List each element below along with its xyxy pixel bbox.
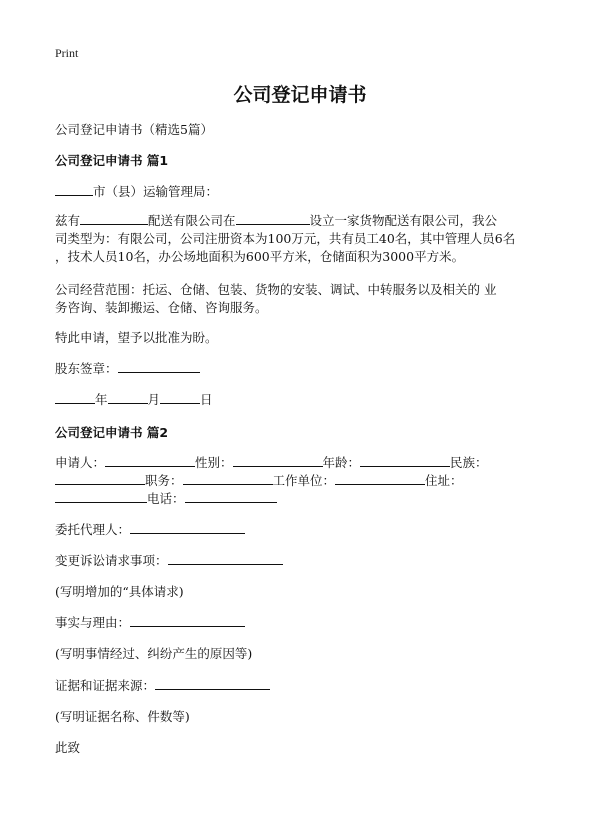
facts-row [55, 614, 245, 632]
applicant-info [55, 454, 550, 508]
change-request-row [55, 552, 283, 570]
print-link[interactable]: Print [55, 46, 79, 60]
applicant-label: 申请人： [55, 455, 106, 470]
text-fragment: 兹有 [55, 213, 81, 228]
paragraph-line [55, 212, 550, 230]
facts-note: (写明事情经过、纠纷产生的原因等) [55, 646, 253, 661]
change-request-note: (写明增加的“具体请求) [55, 584, 184, 599]
blank-line [105, 454, 195, 467]
address-label: 住址： [425, 473, 463, 488]
blank-line [185, 490, 277, 503]
blank-line [130, 521, 245, 534]
evidence-label: 证据和证据来源： [55, 678, 156, 693]
position-label: 职务： [145, 473, 183, 488]
blank-line [55, 490, 147, 503]
paragraph-line [55, 454, 550, 472]
paragraph-line: 司类型为：有限公司，公司注册资本为100万元，共有员工40名，其中管理人员6名 [55, 231, 516, 246]
paragraph-company-info [55, 212, 550, 266]
blank-line [183, 472, 273, 485]
signature-blank [118, 360, 200, 373]
signature-label: 股东签章： [55, 361, 118, 376]
text-fragment: 配送有限公司在 [148, 213, 236, 228]
day-blank [160, 391, 200, 404]
blank-line [335, 472, 425, 485]
blank-line [130, 614, 245, 627]
blank-line [233, 454, 323, 467]
change-request-label: 变更诉讼请求事项： [55, 553, 168, 568]
salutation [55, 183, 218, 201]
evidence-note: (写明证据名称、件数等) [55, 709, 190, 724]
phone-label: 电话： [147, 491, 185, 506]
month-blank [108, 391, 148, 404]
document-title: 公司登记申请书 [233, 84, 367, 106]
blank-line [155, 677, 270, 690]
salutation-text: 市（县）运输管理局： [93, 184, 219, 199]
text-fragment: 设立一家货物配送有限公司，我公 [309, 213, 498, 228]
date-row [55, 391, 213, 409]
blank-line [360, 454, 450, 467]
blank-line [236, 212, 310, 225]
evidence-row [55, 677, 270, 695]
document-subtitle: 公司登记申请书（精选5篇） [55, 122, 213, 137]
paragraph-line: ，技术人员10名，办公场地面积为600平方米，仓储面积为3000平方米。 [55, 249, 465, 264]
day-label: 日 [200, 392, 213, 407]
gender-label: 性别： [195, 455, 233, 470]
month-label: 月 [147, 392, 161, 407]
signature-row [55, 360, 200, 378]
age-label: 年龄： [322, 455, 361, 470]
section1-heading: 公司登记申请书 篇1 [55, 153, 169, 168]
section2-heading: 公司登记申请书 篇2 [55, 425, 169, 440]
ethnicity-label: 民族： [450, 455, 488, 470]
paragraph-business-scope [55, 281, 550, 317]
paragraph-line [55, 472, 550, 490]
paragraph-line: 公司经营范围：托运、仓储、包装、货物的安装、调试、中转服务以及相关的 业 [55, 282, 497, 297]
facts-label: 事实与理由： [55, 615, 131, 630]
employer-label: 工作单位： [272, 473, 336, 488]
year-label: 年 [95, 392, 108, 407]
year-blank [55, 391, 95, 404]
blank-line [55, 472, 145, 485]
request-text: 特此申请，望予以批准为盼。 [55, 330, 218, 345]
agent-row [55, 521, 245, 539]
blank-line [168, 552, 283, 565]
paragraph-line: 务咨询、装卸搬运、仓储、咨询服务。 [55, 300, 268, 315]
blank-line [80, 212, 148, 225]
blank-line [55, 183, 93, 196]
closing-text: 此致 [55, 740, 81, 755]
paragraph-line [55, 490, 550, 508]
agent-label: 委托代理人： [55, 522, 131, 537]
